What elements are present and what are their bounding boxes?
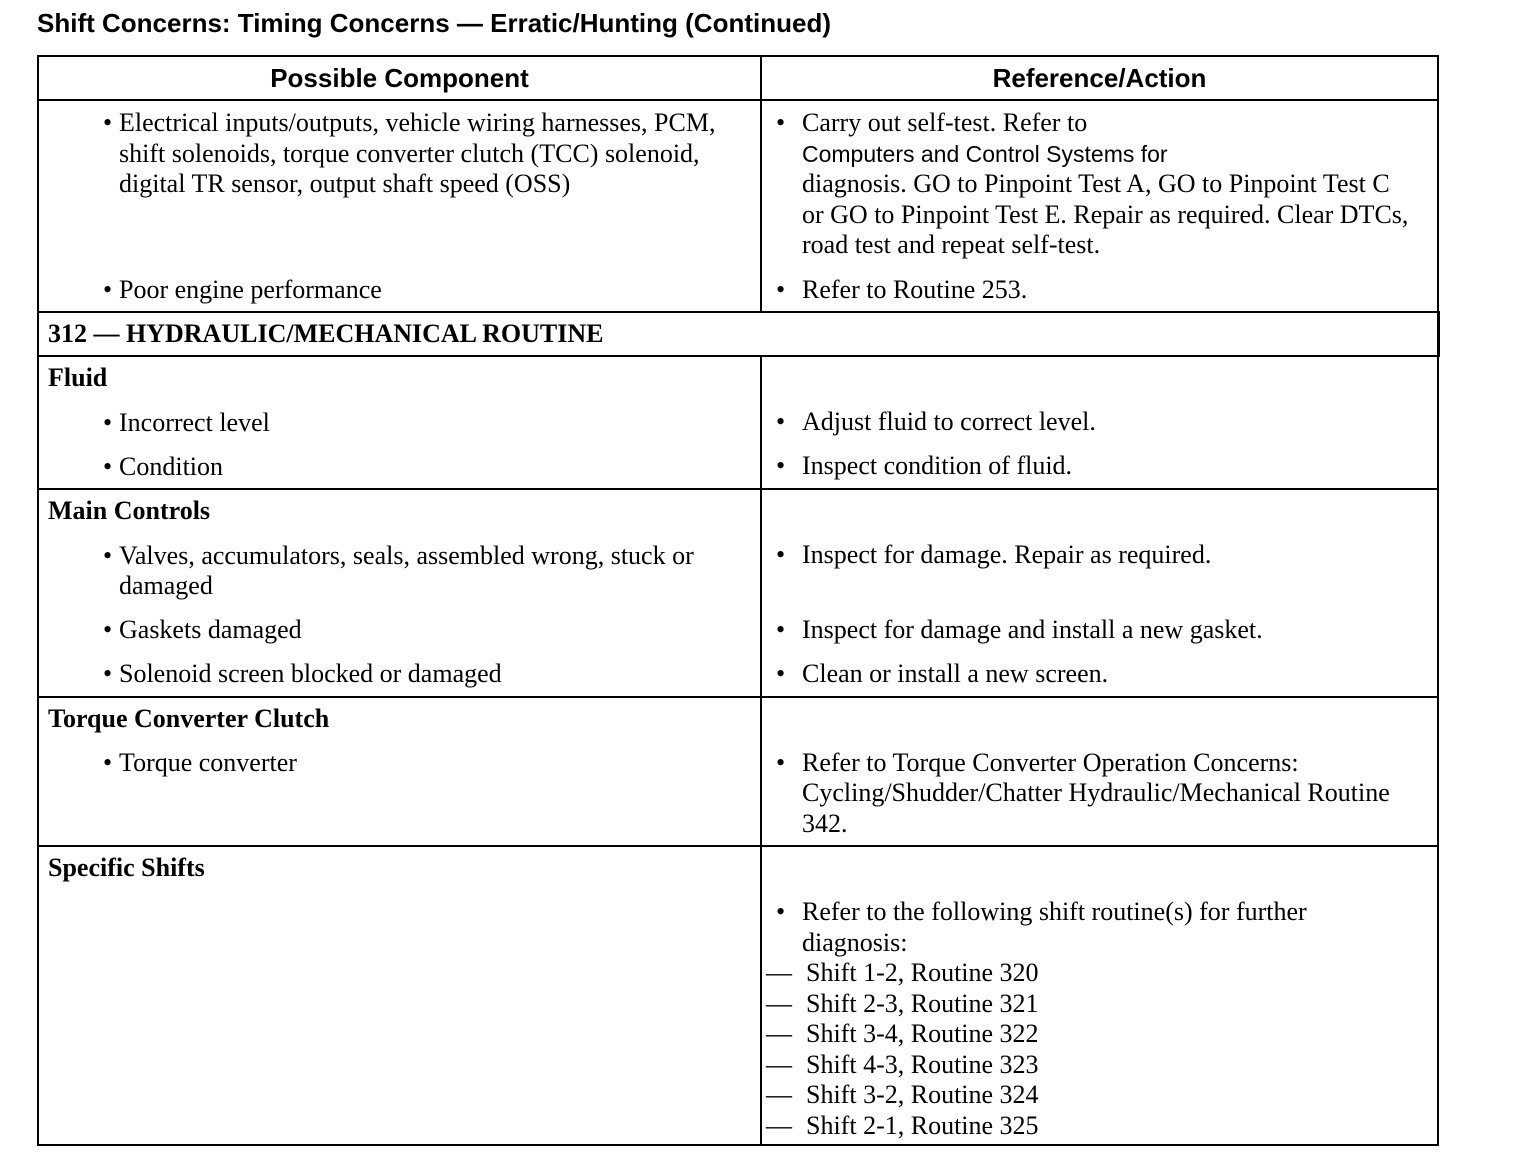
table-row-electrical [38, 100, 1438, 312]
list-item [48, 275, 738, 306]
routine-heading-row [38, 312, 1438, 356]
component-cell [38, 100, 761, 312]
bullet-icon: • [103, 615, 113, 644]
component-text: Solenoid screen blocked or damaged [119, 659, 502, 688]
component-text: Gaskets damaged [119, 615, 302, 644]
shift-routine-text: Shift 2-1, Routine 325 [806, 1110, 1039, 1140]
dash-icon: — [766, 1110, 792, 1140]
component-cell [38, 697, 761, 847]
bullet-icon: • [776, 540, 786, 569]
action-cell [761, 489, 1438, 697]
bullet-icon: • [776, 274, 786, 304]
table-row-specific-shifts [38, 846, 1438, 1145]
shift-routine-item [762, 1111, 1415, 1142]
section-title-tcc: Torque Converter Clutch [48, 703, 330, 733]
list-item [48, 408, 738, 439]
action-text: Carry out self-test. Refer to [802, 108, 1088, 137]
component-text: Poor engine performance [119, 274, 382, 304]
table-row-main-controls [38, 489, 1438, 697]
dash-icon: — [766, 958, 792, 987]
action-text: Adjust fluid to correct level. [802, 407, 1096, 436]
shift-routine-text: Shift 4-3, Routine 323 [806, 1049, 1039, 1079]
action-text: Inspect for damage. Repair as required. [802, 540, 1212, 569]
component-text: Condition [119, 451, 224, 481]
bullet-icon: • [103, 748, 113, 777]
action-text: Inspect for damage and install a new gasket. [802, 614, 1263, 644]
component-text: Electrical inputs/outputs, vehicle wiring harnesses, PCM, shift solenoids, torque converter clutch (TCC) solenoid, digital TR sensor, output shaft speed (OSS) [119, 108, 716, 198]
dash-icon: — [766, 988, 792, 1018]
shift-routine-item [762, 1050, 1415, 1081]
shift-routine-item [762, 1019, 1415, 1050]
list-item [48, 615, 738, 646]
header-possible-component: Possible Component [38, 56, 761, 100]
action-cell [761, 697, 1438, 847]
shift-routine-text: Shift 2-3, Routine 321 [806, 988, 1039, 1018]
shift-routine-text: Shift 3-2, Routine 324 [806, 1080, 1039, 1109]
action-cell [761, 100, 1438, 312]
bullet-icon: • [776, 747, 786, 777]
action-text: Clean or install a new screen. [802, 658, 1109, 688]
list-item [776, 407, 1415, 438]
section-title-specific-shifts: Specific Shifts [48, 853, 205, 882]
shift-routine-item [762, 1080, 1415, 1111]
action-text: Inspect condition of fluid. [802, 451, 1073, 480]
section-title-main-controls: Main Controls [48, 496, 211, 525]
table-header-row [38, 56, 1438, 100]
table-row-torque-converter-clutch [38, 697, 1438, 847]
shift-routine-text: Shift 1-2, Routine 320 [806, 958, 1039, 987]
component-cell [38, 846, 761, 1145]
page-title: Shift Concerns: Timing Concerns — Erratic/Hunting (Continued) [37, 8, 831, 38]
bullet-icon: • [776, 658, 786, 688]
action-cell [761, 356, 1438, 489]
computers-control-systems-reference: Computers and Control Systems for [802, 140, 1168, 167]
list-item [776, 108, 1415, 261]
dash-icon: — [766, 1019, 792, 1048]
table-row-fluid [38, 356, 1438, 489]
bullet-icon: • [103, 451, 113, 481]
header-reference-action: Reference/Action [761, 56, 1438, 100]
list-item [48, 659, 738, 690]
bullet-icon: • [103, 407, 113, 437]
list-item [48, 108, 738, 200]
list-item [48, 452, 738, 483]
action-text: diagnosis. GO to Pinpoint Test A, GO to Pinpoint Test C or GO to Pinpoint Test E. Repair as required. Clear DTCs, road test and repeat self-test. [802, 169, 1409, 259]
diagnosis-table [37, 55, 1440, 1146]
action-text: Refer to Torque Converter Operation Concerns: Cycling/Shudder/Chatter Hydraulic/Mechanical Routine 342. [802, 747, 1390, 838]
list-item [776, 659, 1415, 690]
bullet-icon: • [776, 897, 786, 926]
list-item [776, 451, 1415, 482]
dash-icon: — [766, 1080, 792, 1109]
component-cell [38, 489, 761, 697]
bullet-icon: • [776, 407, 786, 436]
list-item [48, 541, 738, 602]
routine-heading: 312 — HYDRAULIC/MECHANICAL ROUTINE [38, 312, 1438, 356]
list-item [776, 748, 1415, 840]
bullet-icon: • [776, 614, 786, 644]
section-title-fluid: Fluid [48, 363, 108, 392]
list-item [776, 615, 1415, 646]
bullet-icon: • [103, 659, 113, 688]
list-item [776, 275, 1415, 306]
action-text: Refer to Routine 253. [802, 274, 1028, 304]
action-text: Refer to the following shift routine(s) for further diagnosis: [802, 897, 1307, 957]
component-text: Incorrect level [119, 407, 270, 437]
bullet-icon: • [103, 274, 113, 304]
list-item [48, 748, 738, 779]
action-cell [761, 846, 1438, 1145]
bullet-icon: • [776, 451, 786, 480]
component-text: Torque converter [119, 748, 297, 777]
bullet-icon: • [103, 108, 113, 137]
shift-routine-text: Shift 3-4, Routine 322 [806, 1019, 1039, 1048]
component-text: Valves, accumulators, seals, assembled wrong, stuck or damaged [119, 540, 694, 600]
component-cell [38, 356, 761, 489]
list-item [776, 897, 1415, 958]
shift-routine-item [762, 989, 1415, 1020]
bullet-icon: • [103, 540, 113, 570]
dash-icon: — [766, 1049, 792, 1079]
list-item [776, 540, 1415, 571]
bullet-icon: • [776, 108, 786, 137]
shift-routine-item [762, 958, 1415, 989]
